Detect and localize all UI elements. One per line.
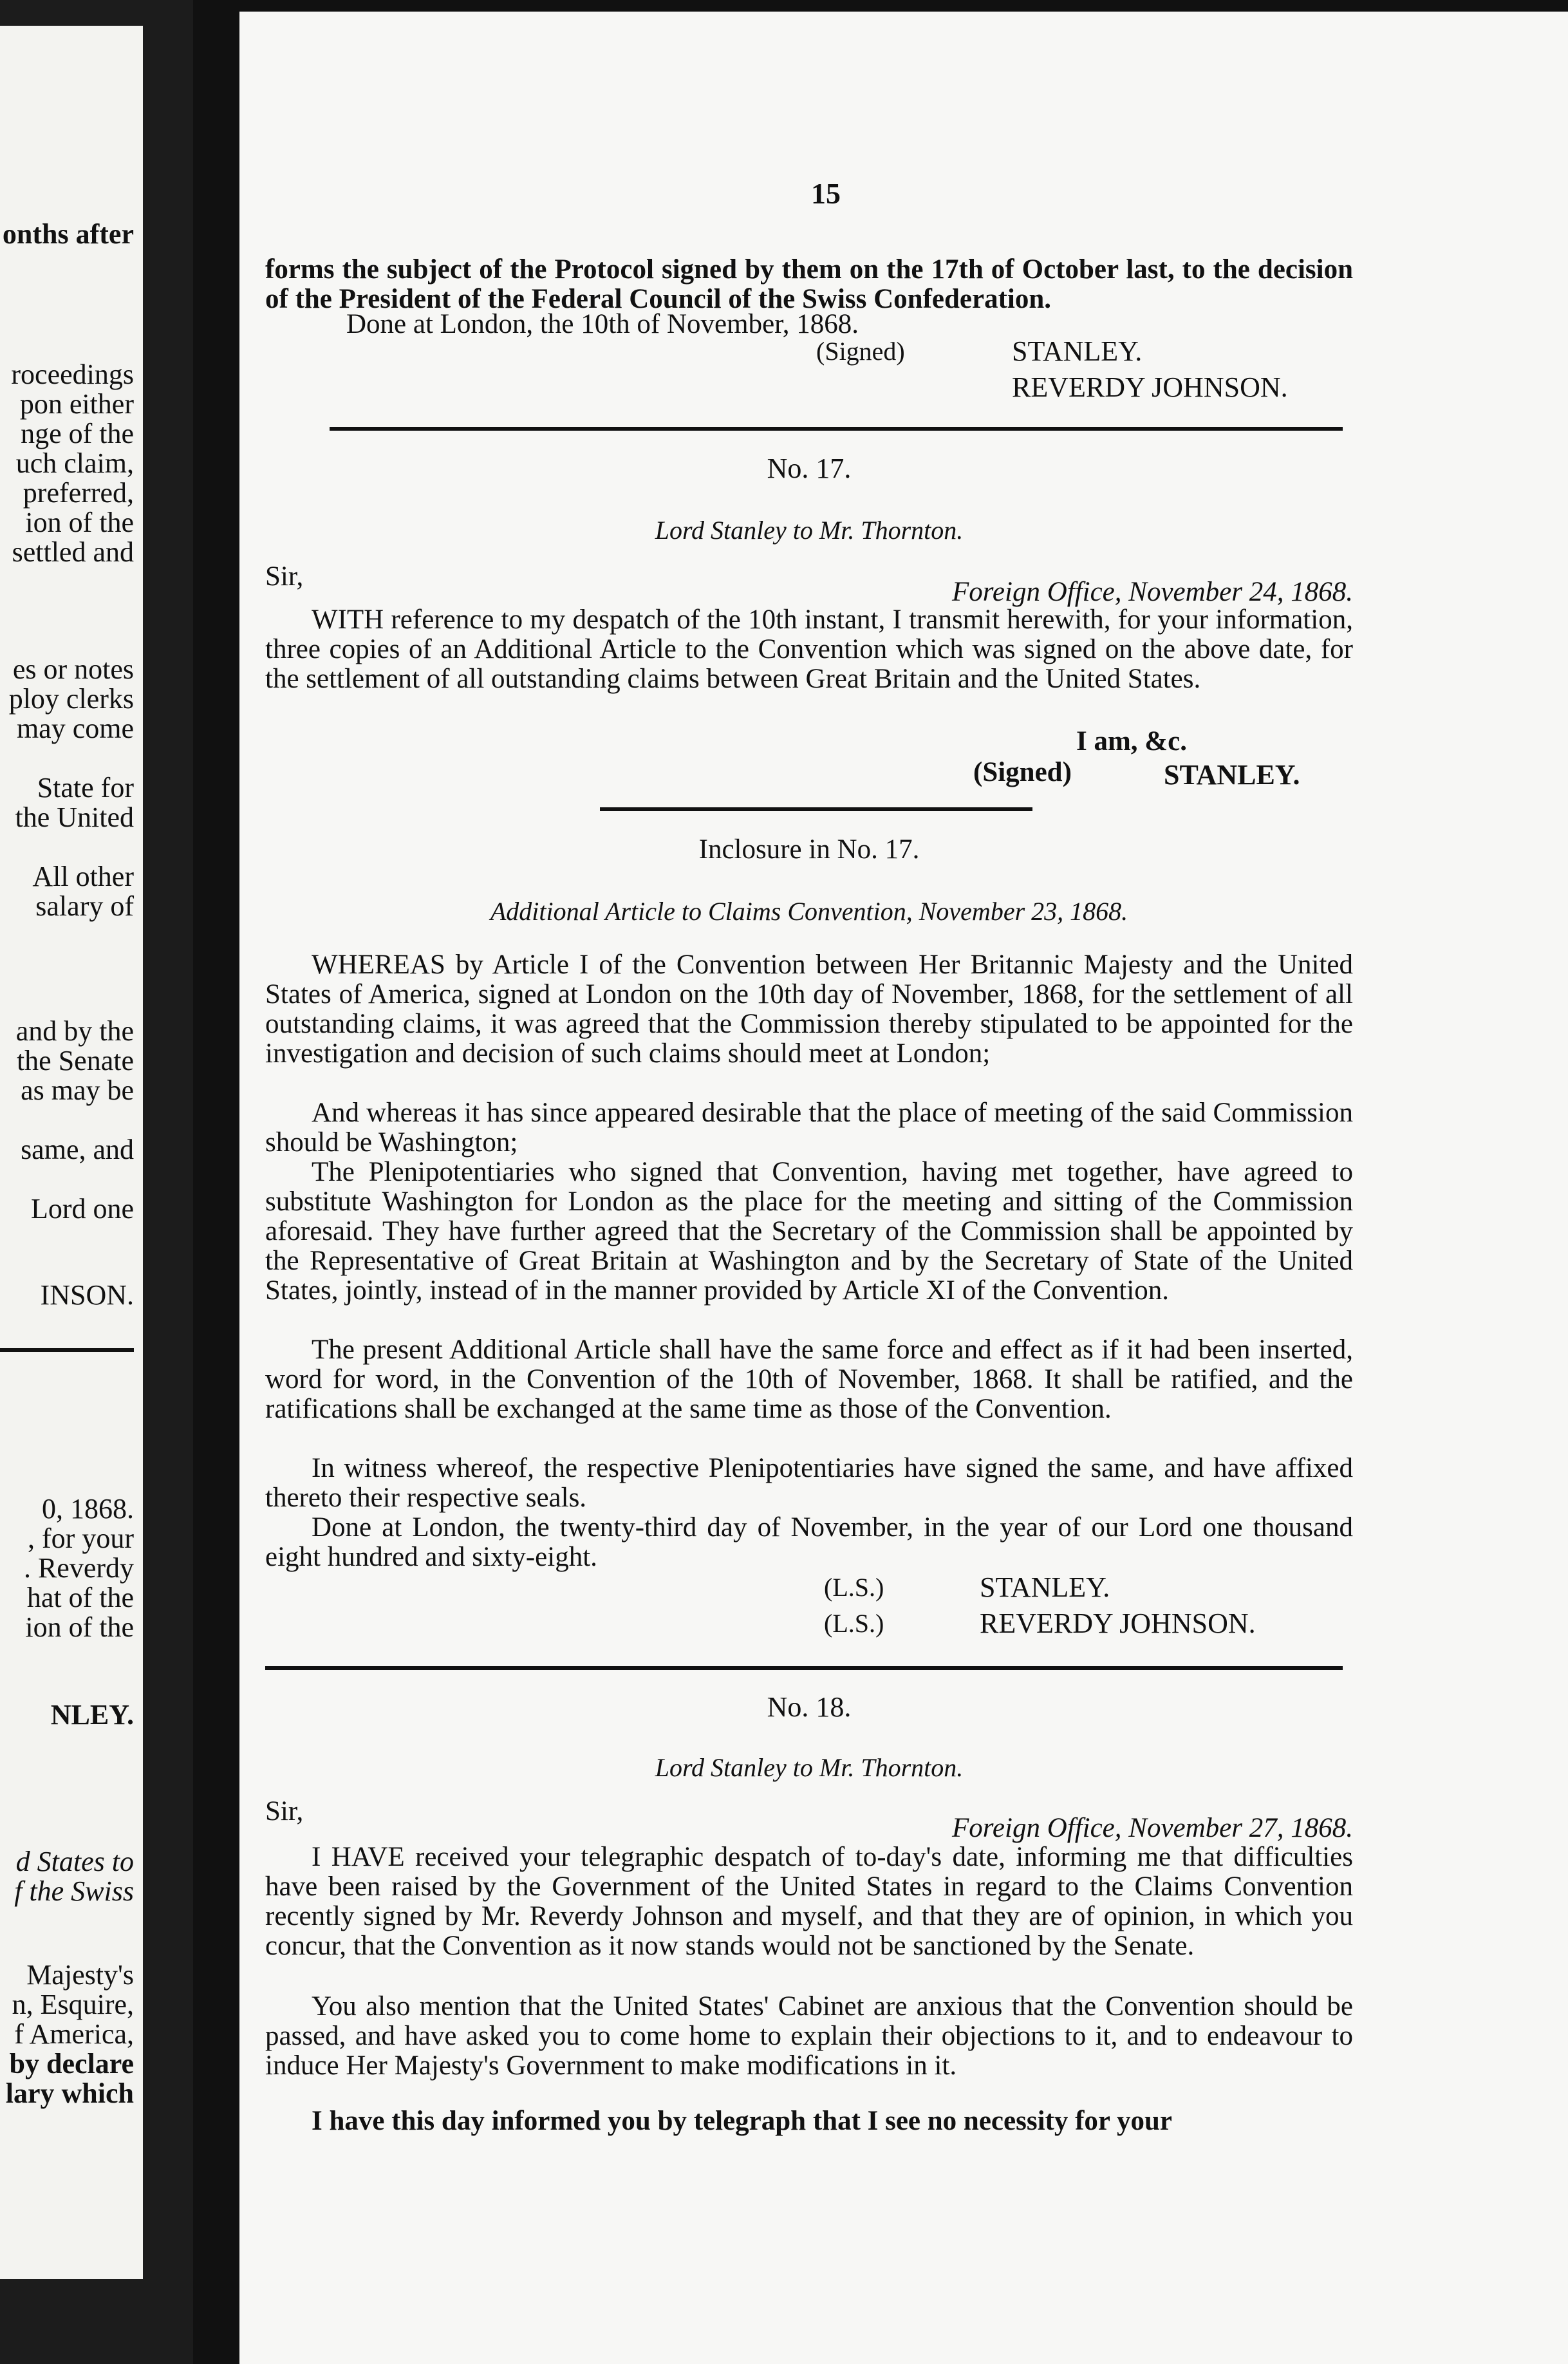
signatory-reverdy-johnson: REVERDY JOHNSON. [980, 1608, 1256, 1639]
inclosure-para-2-text: And whereas it has since appeared desirable that the place of meeting of the said Commission should be Washington; [265, 1098, 1353, 1158]
left-page-text-fragment: the United [15, 802, 134, 833]
no17-body-text: WITH reference to my despatch of the 10th instant, I transmit herewith, for your information, three copies of an Additional Article to the Convention which was signed on the above date, for the settlement of all outstanding claims between Great Britain and the United States. [265, 605, 1353, 694]
left-page-text-fragment: salary of [35, 890, 134, 922]
left-page-text-fragment: nge of the [21, 418, 134, 449]
left-page-text-fragment: lary which [5, 2078, 134, 2109]
page-number: 15 [811, 177, 841, 210]
left-page-text-fragment: ion of the [25, 507, 134, 538]
no18-dateline [265, 1814, 1353, 1842]
no17-signatory: STANLEY. [1164, 759, 1300, 791]
left-page-text-fragment: f the Swiss [14, 1875, 134, 1907]
inclosure-para-1-text: WHEREAS by Article I of the Convention between Her Britannic Majesty and the United States of America, signed at London on the 10th day of November, 1868, for the settlement of all outstanding claims, it was agreed that the Commission thereby stipulated to be appointed for the investigation and decision of such claims should meet at London; [265, 950, 1353, 1069]
inclosure-para-6-text: Done at London, the twenty-third day of November, in the year of our Lord one thousand eight hundred and sixty-eight. [265, 1512, 1353, 1572]
no17-subheading: Lord Stanley to Mr. Thornton. [655, 516, 964, 545]
left-page-text-fragment: INSON. [40, 1279, 134, 1311]
inclosure-heading: Inclosure in No. 17. [698, 834, 920, 865]
no18-final-line-text: I have this day informed you by telegraph that I see no necessity for your [312, 2106, 1172, 2136]
dateline-text: Foreign Office, November 27, 1868. [952, 1813, 1353, 1843]
no17-dateline [265, 578, 1353, 606]
opening-signatories [1012, 333, 1288, 406]
left-page-text-fragment: n, Esquire, [12, 1989, 134, 2020]
section-rule [265, 1666, 1343, 1670]
section-rule [600, 807, 1032, 811]
left-page-text-fragment: may come [16, 713, 134, 744]
dateline-text: Foreign Office, November 24, 1868. [952, 577, 1353, 607]
left-page-text-fragment: NLEY. [50, 1699, 134, 1731]
no17-closing: I am, &c. [1076, 726, 1187, 756]
no18-para-1-text: I HAVE received your telegraphic despatch of to-day's date, informing me that difficulties have been raised by the Government of the United States in regard to the Claims Convention recently signed by Mr. Reverdy Johnson and myself, and that they are of opinion, in which you concur, that the Convention as it now stands would not be sanctioned by the Senate. [265, 1842, 1353, 1961]
left-page-text-fragment: 0, 1868. [42, 1493, 134, 1524]
left-page-text-fragment: f America, [14, 2018, 134, 2050]
opening-done-line: Done at London, the 10th of November, 1868. [346, 309, 859, 339]
no18-para-2 [265, 1992, 1353, 2081]
left-page-text-fragment: pon either [19, 388, 134, 420]
left-page-text-fragment: and by the [15, 1015, 134, 1047]
no18-subheading: Lord Stanley to Mr. Thornton. [655, 1753, 964, 1782]
no17-heading: No. 17. [767, 453, 852, 484]
left-page-text-fragment: preferred, [23, 477, 134, 509]
no17-signed-label: (Signed) [973, 757, 1072, 787]
document-page [239, 12, 1568, 2364]
inclosure-signatories [980, 1570, 1256, 1642]
inclosure-para-3 [265, 1158, 1353, 1306]
no17-salutation: Sir, [265, 561, 304, 592]
left-page-text-fragment: the Senate [16, 1045, 134, 1076]
signatory-reverdy-johnson: REVERDY JOHNSON. [1012, 371, 1288, 403]
seal-label: (L.S.) [824, 1609, 884, 1638]
no18-para-2-text: You also mention that the United States' Cabinet are anxious that the Convention should be passed, and have asked you to come home to explain their objections to it, and to endeavour to induce Her Majesty's Government to make modifications in it. [265, 1991, 1353, 2081]
left-page-text-fragment: onths after [2, 218, 134, 250]
inclosure-para-4-text: The present Additional Article shall have the same force and effect as if it had been inserted, word for word, in the Convention of the 10th of November, 1868. It shall be ratified, and the ratifications shall be exchanged at the same time as those of the Convention. [265, 1335, 1353, 1424]
no18-heading: No. 18. [767, 1691, 852, 1723]
left-page-text-fragment: ploy clerks [8, 683, 134, 715]
left-page-text-fragment: d States to [15, 1846, 134, 1877]
left-page-text-fragment: hat of the [26, 1582, 134, 1613]
no18-final-line [265, 2106, 1353, 2136]
left-page-fragment [0, 26, 143, 2279]
no18-para-1 [265, 1843, 1353, 1961]
left-page-text-fragment: , for your [28, 1523, 134, 1554]
left-page-text-fragment: roceedings [11, 359, 134, 390]
signatory-stanley: STANLEY. [980, 1571, 1110, 1603]
signatory-stanley: STANLEY. [1012, 335, 1143, 367]
left-page-rule [0, 1348, 134, 1352]
inclosure-para-5-text: In witness whereof, the respective Plenipotentiaries have signed the same, and have affixed thereto their respective seals. [265, 1453, 1353, 1513]
inclosure-para-5 [265, 1454, 1353, 1513]
opening-signed-label: (Signed) [816, 337, 905, 366]
left-page-text-fragment: as may be [21, 1074, 134, 1106]
seal-label: (L.S.) [824, 1573, 884, 1602]
left-page-text-fragment: same, and [21, 1134, 134, 1165]
inclosure-para-6 [265, 1513, 1353, 1572]
section-rule [330, 427, 1343, 431]
left-page-text-fragment: Majesty's [26, 1959, 134, 1991]
no17-body [265, 605, 1353, 694]
left-page-text-fragment: State for [37, 772, 134, 803]
left-page-text-fragment: es or notes [12, 653, 134, 685]
left-page-text-fragment: by declare [9, 2048, 134, 2079]
inclosure-para-3-text: The Plenipotentiaries who signed that Convention, having met together, have agreed to substitute Washington for London as the place for the meeting and sitting of the Commission aforesaid. They have further agreed that the Secretary of the Commission shall be appointed by the Representative of Great Britain at Washington and by the Secretary of State of the United States, jointly, instead of in the manner provided by Article XI of the Convention. [265, 1157, 1353, 1306]
left-page-text-fragment: settled and [12, 536, 134, 568]
inclosure-seals [824, 1570, 884, 1642]
no18-salutation: Sir, [265, 1796, 304, 1826]
inclosure-para-2 [265, 1098, 1353, 1158]
inclosure-subheading: Additional Article to Claims Convention, November 23, 1868. [490, 897, 1128, 926]
left-page-text-fragment: All other [32, 861, 134, 892]
inclosure-para-4 [265, 1335, 1353, 1424]
inclosure-para-1 [265, 950, 1353, 1069]
left-page-text-fragment: uch claim, [15, 447, 134, 479]
left-page-text-fragment: Lord one [30, 1193, 134, 1224]
left-page-text-fragment: . Reverdy [23, 1552, 134, 1584]
left-page-text-fragment: ion of the [25, 1611, 134, 1643]
opening-paragraph: forms the subject of the Protocol signed by them on the 17th of October last, to the decision of the President of the Federal Council of the Swiss Confederation. [265, 254, 1353, 314]
